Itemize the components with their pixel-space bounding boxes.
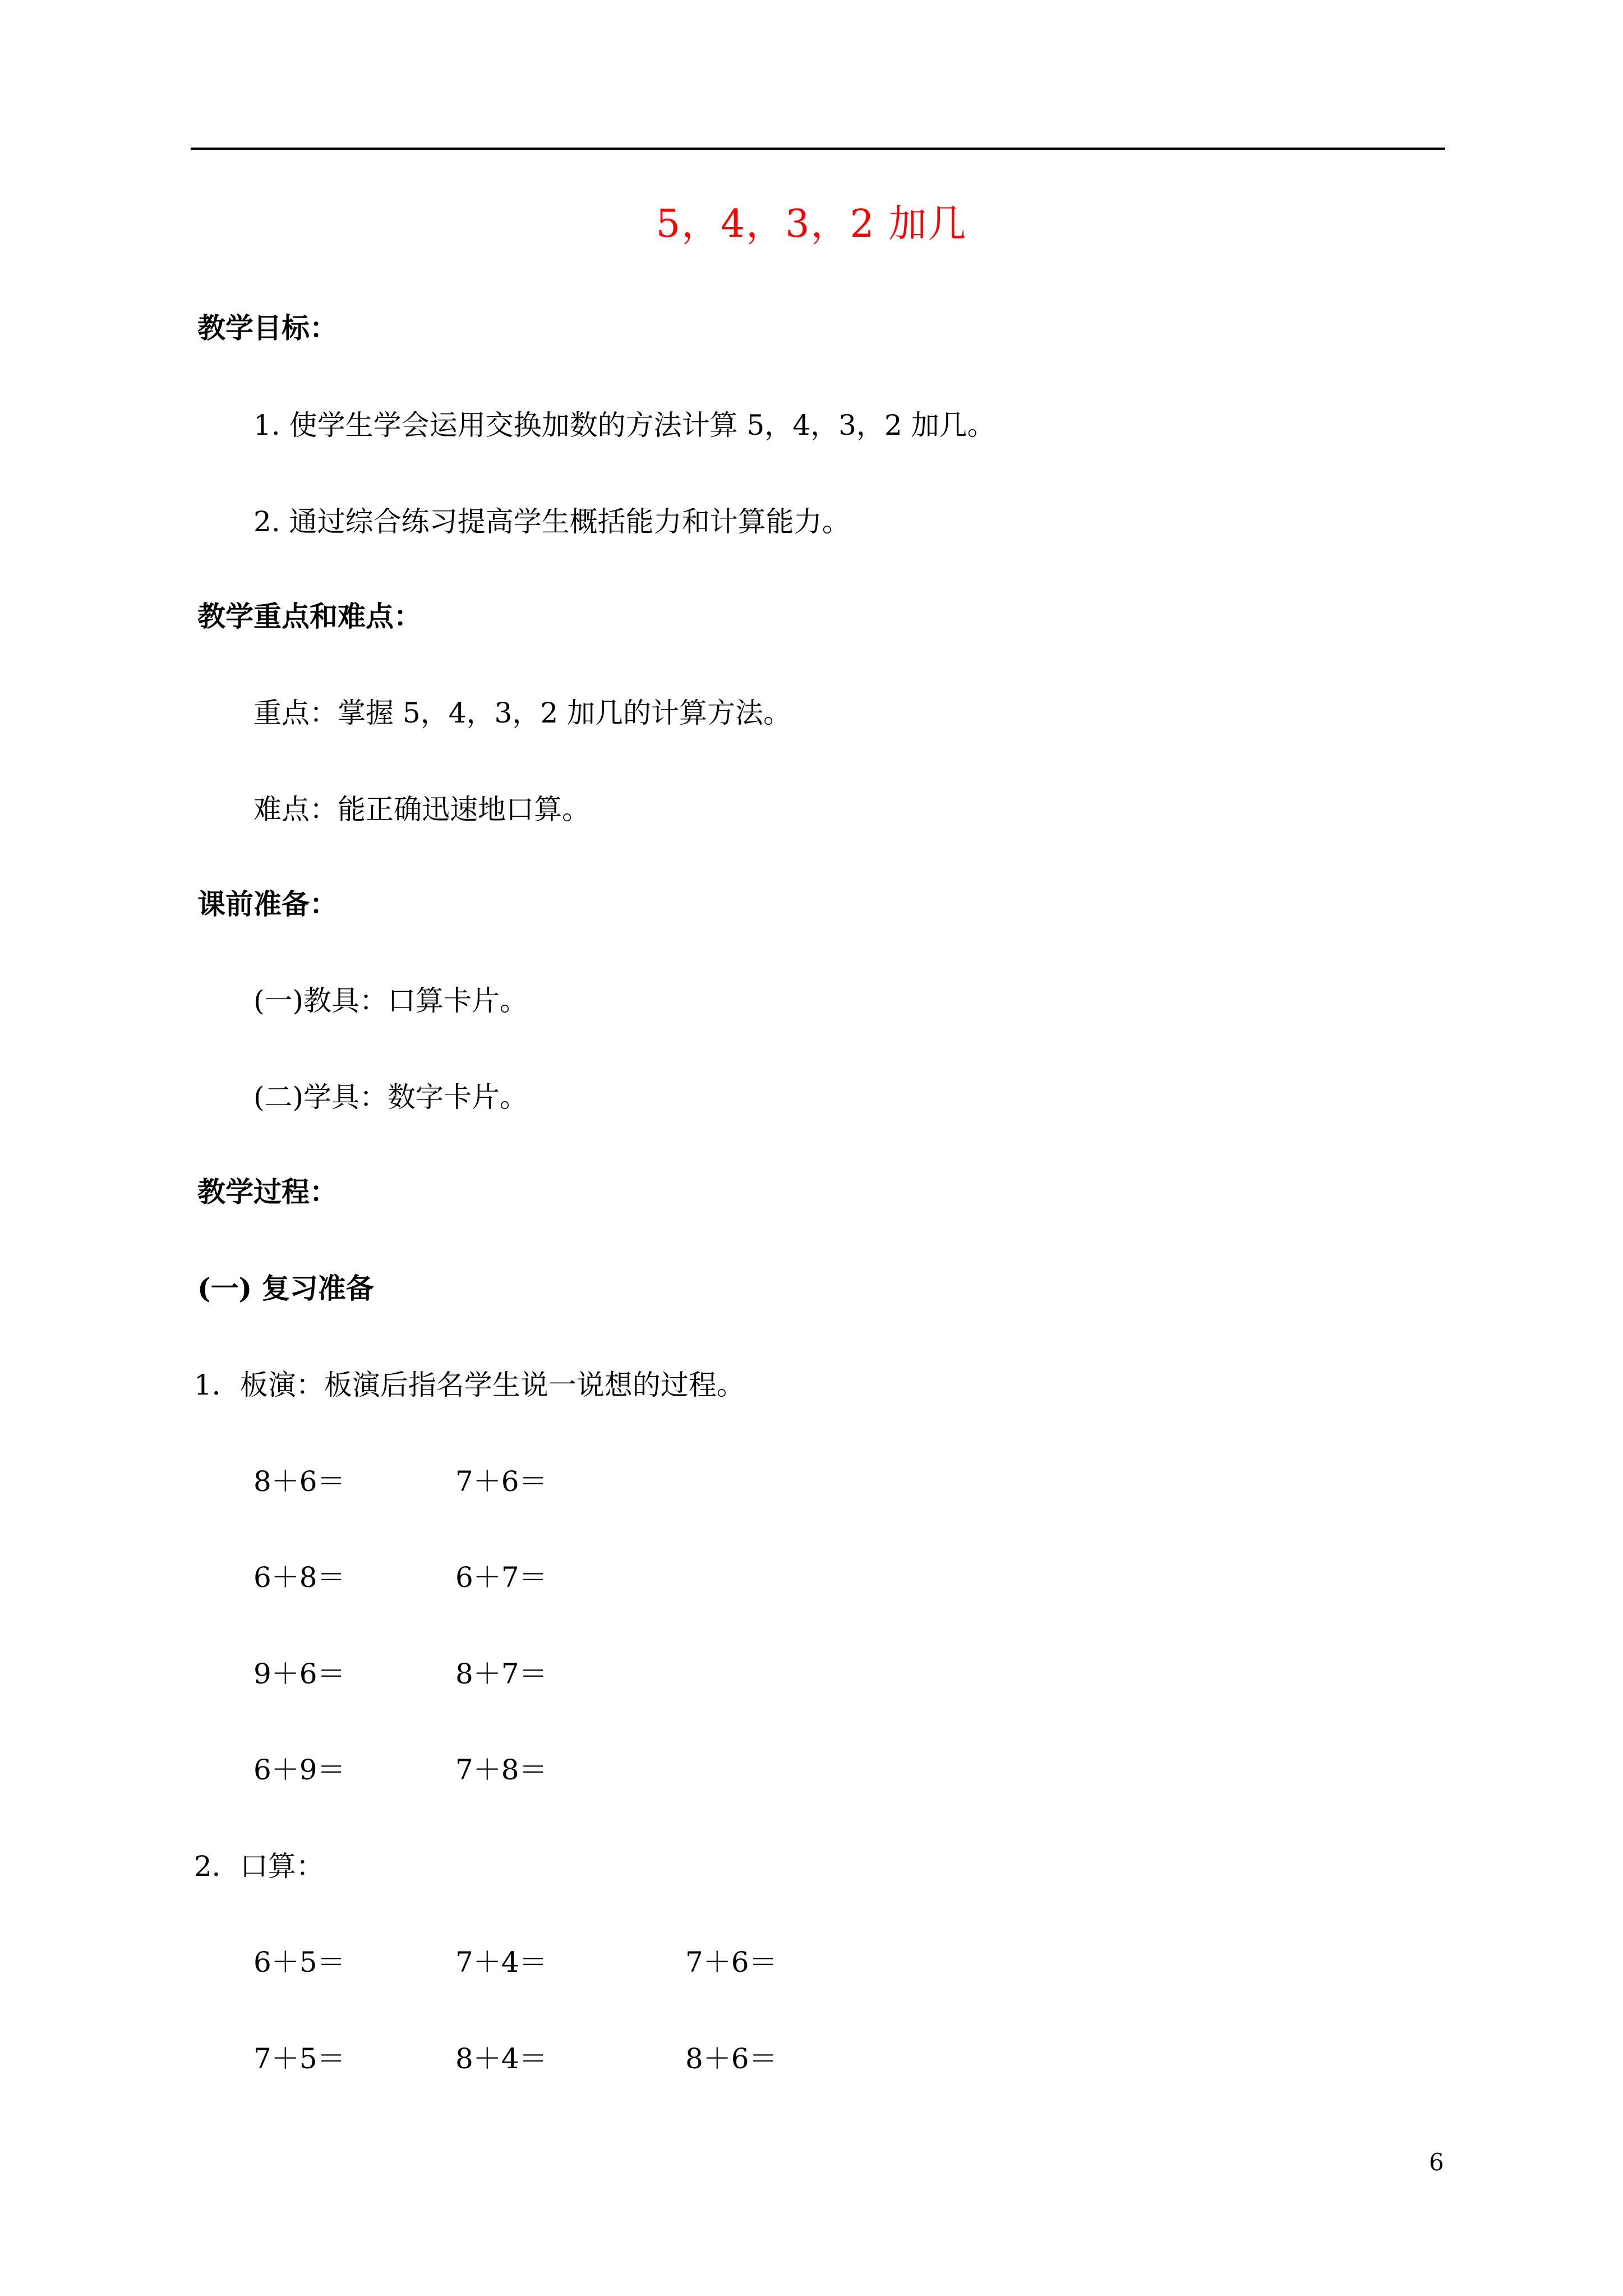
equation: 7＋6＝ — [685, 1946, 777, 1978]
process-heading: 教学过程： — [197, 1175, 338, 1208]
preparation-heading: 课前准备： — [197, 887, 338, 921]
preparation-item-2: (二)学具：数字卡片。 — [253, 1081, 528, 1114]
equation: 7＋5＝ — [253, 2042, 345, 2075]
step-2-mental-math: 2．口算： — [194, 1850, 324, 1883]
equation: 7＋6＝ — [455, 1465, 547, 1498]
equation: 8＋6＝ — [253, 1465, 345, 1498]
key-point-item: 重点：掌握 5，4，3，2 加几的计算方法。 — [253, 697, 792, 729]
equation: 7＋4＝ — [455, 1946, 547, 1978]
equation: 6＋5＝ — [253, 1946, 345, 1978]
objective-item-1: 1. 使学生学会运用交换加数的方法计算 5，4，3，2 加几。 — [253, 409, 995, 441]
document-title: 5，4，3，2 加几 — [656, 202, 967, 246]
equation: 8＋4＝ — [455, 2042, 547, 2075]
equation: 6＋7＝ — [455, 1561, 547, 1594]
objective-item-2: 2. 通过综合练习提高学生概括能力和计算能力。 — [253, 505, 850, 538]
page-number: 6 — [1429, 2148, 1444, 2176]
equation: 8＋6＝ — [685, 2042, 777, 2075]
equation: 6＋9＝ — [253, 1754, 345, 1786]
equation: 6＋8＝ — [253, 1561, 345, 1594]
equation: 7＋8＝ — [455, 1754, 547, 1786]
step-1-board-practice: 1．板演：板演后指名学生说一说想的过程。 — [194, 1369, 745, 1401]
key-points-heading: 教学重点和难点： — [197, 600, 422, 633]
difficulty-item: 难点：能正确迅速地口算。 — [253, 793, 590, 826]
header-rule — [191, 148, 1445, 150]
objectives-heading: 教学目标： — [197, 311, 338, 344]
review-subheading: (一) 复习准备 — [197, 1272, 374, 1305]
preparation-item-1: (一)教具：口算卡片。 — [253, 984, 528, 1017]
equation: 8＋7＝ — [455, 1658, 547, 1690]
equation: 9＋6＝ — [253, 1658, 345, 1690]
